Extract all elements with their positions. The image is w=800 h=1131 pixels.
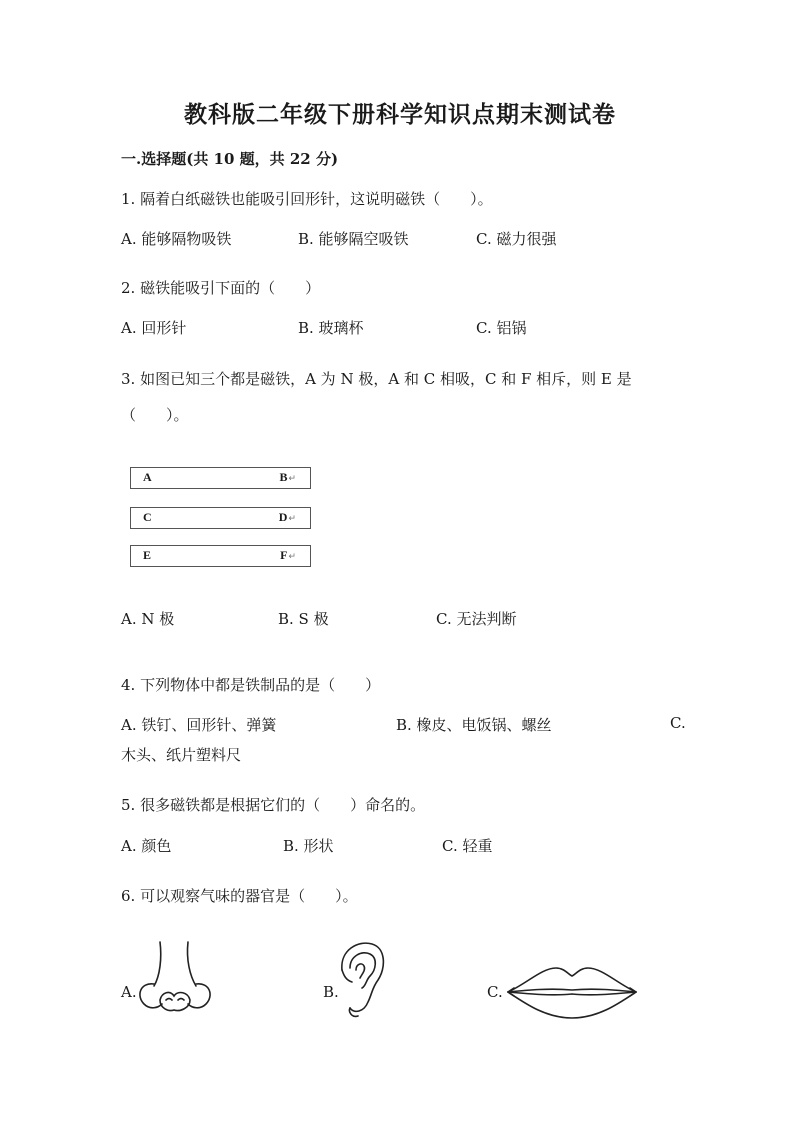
question-1: 1. 隔着白纸磁铁也能吸引回形针，这说明磁铁（ ）。 (121, 190, 493, 208)
q1-option-c[interactable]: C. 磁力很强 (476, 230, 557, 248)
magnet-ab (130, 467, 311, 489)
q2-option-c[interactable]: C. 铝锅 (476, 319, 527, 337)
question-5: 5. 很多磁铁都是根据它们的（ ）命名的。 (121, 796, 426, 814)
q1-option-b[interactable]: B. 能够隔空吸铁 (298, 230, 409, 248)
q3-option-a[interactable]: A. N 极 (121, 610, 175, 628)
question-3: 3. 如图已知三个都是磁铁，A 为 N 极，A 和 C 相吸，C 和 F 相斥，则 E 是 (121, 370, 632, 388)
return-mark-icon: ↵ (288, 513, 296, 523)
magnet-label-c: C (143, 510, 152, 524)
magnet-ef (130, 545, 311, 567)
q6-option-a[interactable]: A. (121, 983, 137, 1001)
question-2: 2. 磁铁能吸引下面的（ ） (121, 279, 321, 297)
q4-option-a[interactable]: A. 铁钉、回形针、弹簧 (121, 716, 277, 734)
q4-option-b[interactable]: B. 橡皮、电饭锅、螺丝 (396, 716, 552, 734)
q2-option-b[interactable]: B. 玻璃杯 (298, 319, 364, 337)
q5-option-c[interactable]: C. 轻重 (442, 837, 493, 855)
page-title: 教科版二年级下册科学知识点期末测试卷 (184, 101, 616, 128)
return-mark-icon: ↵ (288, 473, 296, 483)
return-mark-icon: ↵ (288, 551, 296, 561)
q3-option-b[interactable]: B. S 极 (278, 610, 329, 628)
q6-option-c[interactable]: C. (487, 983, 503, 1001)
q5-option-b[interactable]: B. 形状 (283, 837, 334, 855)
magnet-label-d: D↵ (278, 510, 296, 524)
q1-option-a[interactable]: A. 能够隔物吸铁 (121, 230, 232, 248)
magnet-label-b: B↵ (279, 470, 296, 484)
section-heading: 一.选择题(共 10 题，共 22 分) (121, 150, 339, 168)
magnet-label-f: F↵ (280, 548, 296, 562)
magnet-label-e: E (143, 548, 152, 562)
magnet-cd (130, 507, 311, 529)
q4-option-c-text[interactable]: 木头、纸片塑料尺 (121, 746, 242, 764)
q5-option-a[interactable]: A. 颜色 (121, 837, 172, 855)
question-4: 4. 下列物体中都是铁制品的是（ ） (121, 676, 381, 694)
ear-icon[interactable] (332, 940, 388, 1020)
q2-option-a[interactable]: A. 回形针 (121, 319, 187, 337)
q6-option-b[interactable]: B. (323, 983, 339, 1001)
nose-icon[interactable] (136, 938, 216, 1018)
lips-icon[interactable] (506, 960, 638, 1022)
question-3-cont: （ ）。 (121, 406, 189, 424)
question-6: 6. 可以观察气味的器官是（ ）。 (121, 887, 358, 905)
q3-option-c[interactable]: C. 无法判断 (436, 610, 517, 628)
q4-option-c[interactable]: C. (670, 714, 686, 732)
magnet-label-a: A (143, 470, 152, 484)
